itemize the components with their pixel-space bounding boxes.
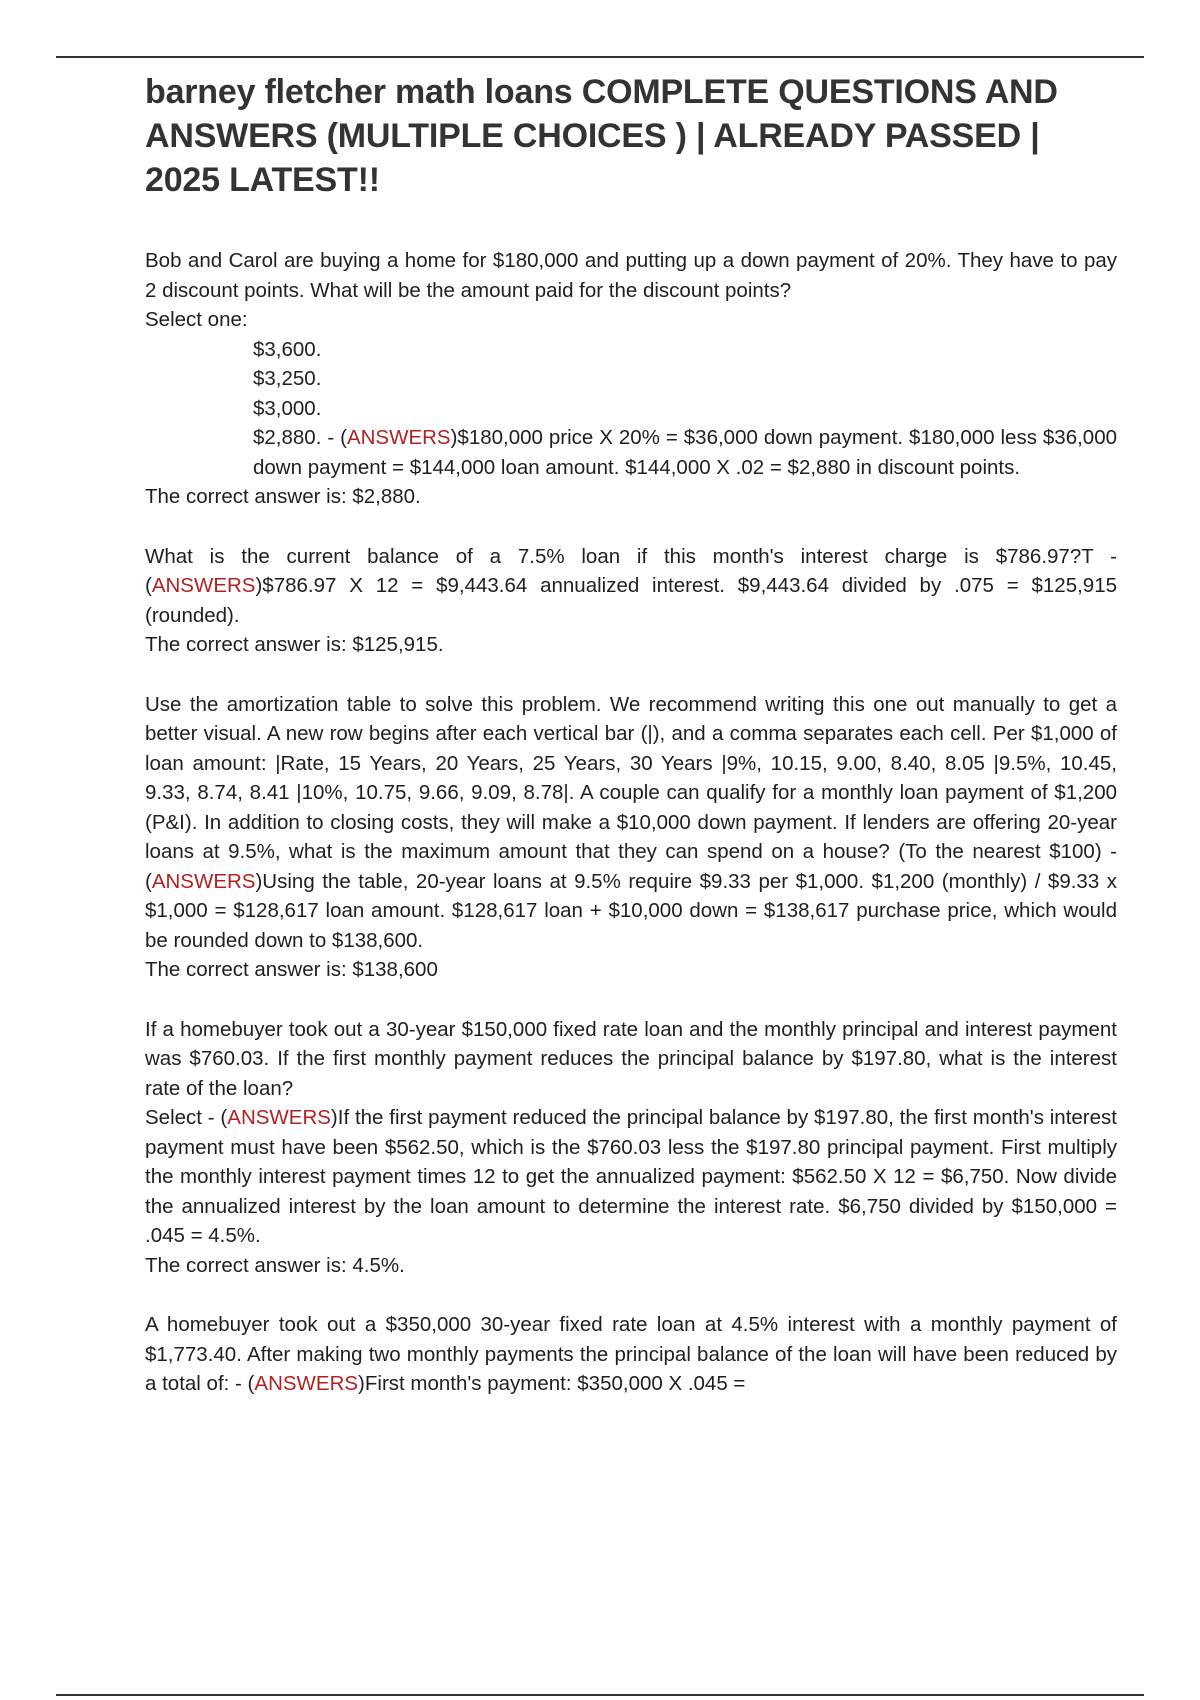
top-rule bbox=[56, 56, 1144, 58]
answers-keyword: ANSWERS bbox=[151, 574, 256, 597]
document-body bbox=[145, 70, 1117, 1429]
answer-explanation: )Using the table, 20-year loans at 9.5% require $9.33 per $1,000. $1,200 (monthly) / $9.33 x $1,000 = $128,617 loan amount. $128,617 loan + $10,000 down = $138,617 purchase price, which would be rounded down to $138,600. bbox=[145, 869, 1117, 952]
answers-keyword: ANSWERS bbox=[227, 1106, 331, 1129]
option-item[interactable]: $3,250. bbox=[253, 367, 322, 390]
question-with-answer bbox=[145, 690, 1117, 956]
option-list bbox=[145, 335, 1117, 483]
question-block-5 bbox=[145, 1310, 1117, 1399]
select-with-answer bbox=[145, 1103, 1117, 1251]
select-label: Select one: bbox=[145, 308, 248, 331]
answer-explanation: )If the first payment reduced the principal balance by $197.80, the first month's interest payment must have been $562.50, which is the $760.03 less the $197.80 principal payment. First multiply the monthly interest payment times 12 to get the annualized payment: $562.50 X 12 = $6,750. Now divide the annualized interest by the loan amount to determine the interest rate. $6,750 divided by $150,000 = .045 = 4.5%. bbox=[145, 1106, 1117, 1247]
question-with-answer bbox=[145, 1310, 1117, 1399]
question-text: If a homebuyer took out a 30-year $150,000 fixed rate loan and the monthly principal and interest payment was $760.03. If the first monthly payment reduces the principal balance by $197.80, what is the interest rate of the loan? bbox=[145, 1017, 1117, 1100]
question-block-2 bbox=[145, 542, 1117, 660]
question-with-answer bbox=[145, 542, 1117, 631]
question-block-4 bbox=[145, 1015, 1117, 1281]
question-text: Use the amortization table to solve this problem. We recommend writing this one out manually to get a better visual. A new row begins after each vertical bar (|), and a comma separates each cell. Per $1,000 of loan amount: |Rate, 15 Years, 20 Years, 25 Years, 30 Years |9%, 10.15, 9.00, 8.40, 8.05 |9.5%, 10.45, 9.33, 8.74, 8.41 |10%, 10.75, 9.66, 9.09, 8.78|. A couple can qualify for a monthly loan payment of $1,200 (P&I). In addition to closing costs, they will make a $10,000 down payment. If lenders are offering 20-year loans at 9.5%, what is the maximum amount that they can spend on a house? (To the nearest $100) - ( bbox=[145, 692, 1117, 893]
correct-answer: The correct answer is: $138,600 bbox=[145, 958, 438, 981]
correct-answer: The correct answer is: $125,915. bbox=[145, 633, 444, 656]
answer-explanation: )First month's payment: $350,000 X .045 = bbox=[358, 1372, 746, 1395]
answer-explanation: )$180,000 price X 20% = $36,000 down payment. $180,000 less $36,000 down payment = $144,000 loan amount. $144,000 X .02 = $2,880 in discount points. bbox=[253, 426, 1117, 479]
document-title: barney fletcher math loans COMPLETE QUESTIONS AND ANSWERS (MULTIPLE CHOICES ) | ALREADY PASSED | 2025 LATEST!! bbox=[145, 73, 1058, 199]
question-block-3 bbox=[145, 690, 1117, 985]
correct-answer: The correct answer is: $2,880. bbox=[145, 485, 421, 508]
answers-keyword: ANSWERS bbox=[254, 1372, 359, 1395]
correct-answer: The correct answer is: 4.5%. bbox=[145, 1253, 405, 1277]
select-label: Select - ( bbox=[145, 1106, 228, 1129]
answers-keyword: ANSWERS bbox=[151, 869, 256, 893]
option-item[interactable]: $3,000. bbox=[253, 396, 322, 420]
question-text: What is the current balance of a 7.5% loan if this month's interest charge is $786.97?T - ( bbox=[145, 544, 1117, 597]
answers-keyword: ANSWERS bbox=[346, 426, 451, 449]
bottom-rule bbox=[56, 1694, 1144, 1696]
option-item-answer[interactable] bbox=[253, 423, 1117, 482]
question-text: Bob and Carol are buying a home for $180,000 and putting up a down payment of 20%. They have to pay 2 discount points. What will be the amount paid for the discount points? bbox=[145, 249, 1117, 302]
option-text: $2,880. - ( bbox=[253, 426, 347, 449]
question-text: A homebuyer took out a $350,000 30-year fixed rate loan at 4.5% interest with a monthly payment of $1,773.40. After making two monthly payments the principal balance of the loan will have been reduced by a total of: - ( bbox=[145, 1313, 1117, 1395]
answer-explanation: )$786.97 X 12 = $9,443.64 annualized interest. $9,443.64 divided by .075 = $125,915 (rounded). bbox=[145, 574, 1117, 627]
question-block-1 bbox=[145, 246, 1117, 512]
option-item[interactable]: $3,600. bbox=[253, 337, 322, 361]
